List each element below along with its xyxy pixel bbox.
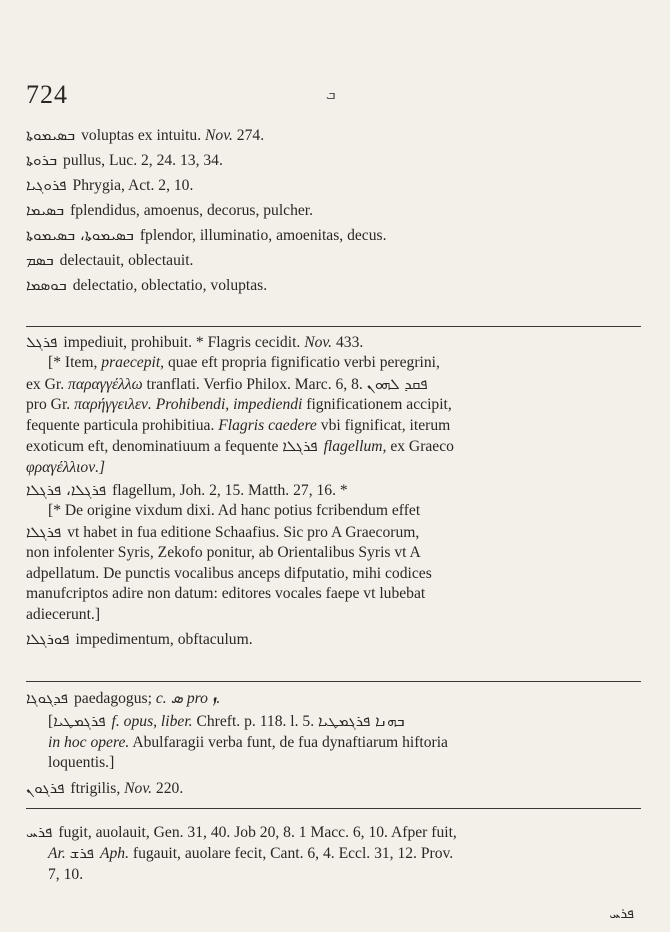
syriac-headword: ܦܪܓܠ	[26, 333, 58, 351]
entry: ܒܘܣܡܐ delectatio, oblectatio, voluptas.	[26, 276, 268, 294]
entry: ܦܘܪܓܠܐ impedimentum, obftaculum.	[26, 630, 253, 648]
syriac-headword: ܦܪܘܓܝܐ	[26, 176, 67, 194]
entry: ܦܪܓܠܐ، ܦܪܓܠܐ flagellum, Joh. 2, 15. Matth. 27, 16. *	[26, 481, 348, 499]
entries-block-b	[26, 332, 641, 650]
syriac-headword: ܒܣܝܡܐ	[26, 201, 65, 219]
entry: ܒܣܡ delectauit, oblectauit.	[26, 251, 194, 269]
entry: ܒܪܘܬܐ pullus, Luc. 2, 24. 13, 34.	[26, 151, 223, 169]
entry: ܦܪܘܓܝܐ Phrygia, Act. 2, 10.	[26, 176, 194, 194]
section-divider	[26, 681, 641, 682]
syriac-headword: ܦܘܪܓܠܐ	[26, 630, 70, 648]
syriac-headword: ܦܪܓܠܐ، ܦܪܓܠܐ	[26, 481, 107, 499]
syriac-headword: ܒܣܝܡܘܬܐ	[26, 126, 76, 144]
entry: ܒܣܝܡܘܬܐ voluptas ex intuitu. Nov. 274.	[26, 126, 265, 144]
page-number: 724	[26, 80, 68, 109]
annotation-note: [* De origine vixdum dixi. Ad hanc potius fcribendum effet ܦܪܓܠܐ vt habet in fua editione Schaafius. Sic pro A Graecorum, non infolenter Syris, Zekofo ponitur, ab Orientalibus Syris vt A adpellatum. De punctis vocalibus anceps difputatio, mihi codices manufcriptos adire non datum: editores vocales faepe vt lubebat adiecerunt.]	[26, 502, 432, 623]
section-divider	[26, 326, 641, 327]
syriac-headword: ܒܣܡ	[26, 251, 54, 269]
syriac-headword: ܦܕܓܘܓܐ	[26, 689, 68, 707]
header-mark: ܒ	[326, 88, 336, 103]
entry: ܒܣܝܡܘܬܐ، ܒܣܝܡܘܬܐ fplendor, illuminatio, amoenitas, decus.	[26, 226, 387, 244]
annotation-note: [ܦܪܓܡܛܝܐ f. opus, liber. Chreft. p. 118. l. 5. ܒܗܢܐ ܦܪܓܡܛܝܐ in hoc opere. Abulfaragii verba funt, de fua dynaftiarum hiftoria loquentis.]	[48, 712, 448, 771]
entry: ܦܪܓܠ impediuit, prohibuit. * Flagris cecidit. Nov. 433.	[26, 333, 364, 351]
annotation-note: [* Item, praecepit, quae eft propria fignificatio verbi peregrini, ex Gr. παραγγέλλω tranflati. Verfio Philox. Marc. 6, 8. ܦܩܕ ܠܗܘܢ pro Gr. παρήγγειλεν. Prohibendi, impediendi fignificationem accipit, fequente particula prohibitiua. Flagris caedere vbi fignificat, iterum exoticum eft, denominatiuum a fequente ܦܪܓܠܐ flagellum, ex Graeco φραγέλλιον.]	[26, 354, 454, 476]
catchword: ܦܪܚ	[609, 906, 634, 922]
entry: ܦܪܓܘܢ ftrigilis, Nov. 220.	[26, 778, 184, 797]
section-divider	[26, 808, 641, 809]
syriac-headword: ܒܪܘܬܐ	[26, 151, 58, 169]
syriac-headword: ܦܪܓܘܢ	[26, 778, 65, 797]
entry: ܒܣܝܡܐ fplendidus, amoenus, decorus, pulcher.	[26, 201, 314, 219]
syriac-headword: ܒܘܣܡܐ	[26, 276, 67, 294]
entry: ܦܕܓܘܓܐ paedagogus; c. ܣ pro ܙ.	[26, 689, 221, 707]
entries-block-e	[26, 688, 641, 799]
syriac-headword: ܒܣܝܡܘܬܐ، ܒܣܝܡܘܬܐ	[26, 226, 134, 244]
page-header	[26, 80, 640, 120]
entries-block-a	[26, 125, 641, 296]
entry: ܦܪܚ fugit, auolauit, Gen. 31, 40. Job 20, 8. 1 Macc. 6, 10. Afper fuit,	[26, 823, 457, 841]
syriac-headword: ܦܪܚ	[26, 823, 53, 841]
entries-block-g: ܦܪܚ fugit, auolauit, Gen. 31, 40. Job 20, 8. 1 Macc. 6, 10. Afper fuit, Ar. ܦܪܫ Aph. fugauit, auolare fecit, Cant. 6, 4. Eccl. 31, 12. Prov. 7, 10.	[26, 822, 641, 885]
